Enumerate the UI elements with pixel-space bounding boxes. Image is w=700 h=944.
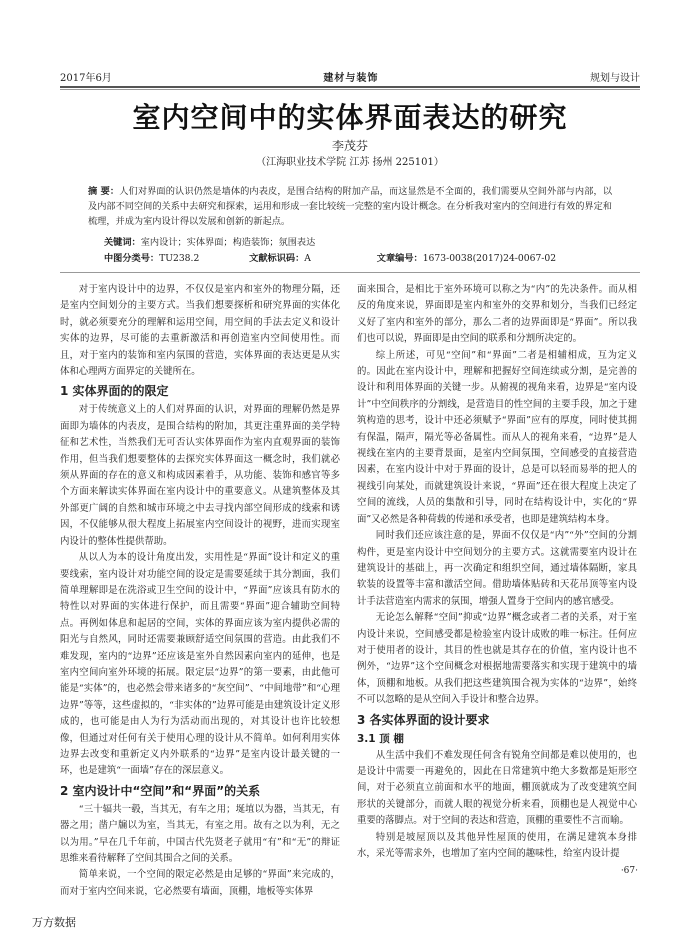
- paragraph: 同时我们还应该注意的是，界面不仅仅是“内”“外”空间的分割构件，更是室内设计中空间划分的主要方式。这就需要室内设计在建筑设计的基础上，再一次确定和组织空间，通过墙体隔断，家具软装的设置等丰富和激活空间。借助墙体贴砖和天花吊顶等室内设计手法营造室内需求的氛围，增强人置身于空间内的感官感受。: [357, 530, 637, 607]
- magazine-name: 建材与装饰: [323, 72, 379, 84]
- paragraph: 特别是坡屋顶以及其他异性屋顶的使用，在满足建筑本身排水，采光等需求外，也增加了室内空间的趣味性，给室内设计提: [357, 831, 637, 859]
- watermark-brand: 万方数据: [32, 916, 76, 929]
- author-affiliation: （江海职业技术学院 江苏 扬州 225101）: [256, 157, 444, 168]
- doc-code-value: A: [304, 253, 311, 264]
- issue-date: 2017年6月: [60, 72, 112, 84]
- section-name: 规划与设计: [590, 72, 640, 84]
- subsection-heading-3-1: 3.1 顶 棚: [357, 732, 404, 745]
- abstract: [88, 184, 612, 229]
- header-rule-thin: [60, 89, 640, 90]
- page-number: ·67·: [620, 866, 638, 876]
- keywords-text: 室内设计；实体界面；构造装饰；氛围表达: [140, 237, 316, 248]
- paragraph: 无论怎么解释“空间”抑或“边界”概念或者二者的关系，对于室内设计来说，空间感受都是检验室内设计成败的唯一标注。任何应对于使用者的设计，其目的性也就是其存在的价值，室内设计也不例外，“边界”这个空间概念对根据地需要落实和实现于建筑中的墙体，顶棚和地板。从我们把这些建筑围合视为实体的“边界”，始终不可以忽略的是从空间入手设计和整合边界。: [357, 612, 637, 706]
- section-heading-2: 2 室内设计中“空间”和“界面”的关系: [60, 783, 261, 798]
- article-title: 室内空间中的实体界面表达的研究: [132, 101, 568, 134]
- section-heading-1: 1 实体界面的的限定: [60, 384, 169, 399]
- section-heading-3: 3 各实体界面的设计要求: [357, 712, 490, 727]
- abstract-text: 人们对界面的认识仍然是墙体的内表皮，是围合结构的附加产品，而这显然是不全面的，我们需要从空间外部与内部，以及内部不同空间的关系中去研究和探索，运用和形成一套比较统一完整的室内设计概念。在分析我对室内的空间进行有效的界定和梳理，并成为室内设计得以发展和创新的新起点。: [88, 186, 613, 227]
- paragraph-continued: 面来围合，是相比于室外环境可以称之为“内”的先决条件。而从相反的角度来说，界面即是室内和室外的交界和划分，当我们已经定义好了室内和室外的部分，那么二者的边界面即是“界面”。所以我们也可以说，界面即是由空间的联系和分割所决定的。: [357, 284, 637, 345]
- paragraph: 简单来说，一个空间的限定必然是由足够的“界面”来完成的，而对于室内空间来说，它必然要有墙面，顶棚，地板等实体界: [60, 869, 340, 897]
- right-column: [357, 282, 637, 862]
- page-header: [60, 68, 640, 84]
- paragraph: 从以人为本的设计角度出发，实用性是“界面”设计和定义的重要线索，室内设计对功能空间的设定是需要延续于其分割面，我们简单理解即是在洗浴或卫生空间的设计中，“界面”应该具有防水的特性以对界面的实体进行保护，而且需要“界面”迎合辅助空间特点。再例如体息和起居的空间，实体的界面应该为室内提供必需的阳光与自然风，同时还需要兼顾舒适空间氛围的营造。由此我们不难发现，室内的“边界”还应该是室外自然因素向室内的延伸，也是室内空间向室外环境的拓展。限定层“边界”的第一要素，由此他可能是“实体”的，也必然会带来诸多的“灰空间”、“中间地带”和“心理边界”等等，这些虚拟的，“非实体的”边界可能是由建筑设计定义形成的，也可能是由人为行为活动而出现的，对其设计也许比较想像，但通过对任何有关于使用心理的设计从不简单。如何利用实体边界去改变和重新定义内外联系的“边界”是室内设计最关键的一环，也是建筑“一面墙”存在的深层意义。: [60, 552, 340, 777]
- paragraph: 对于室内设计中的边界，不仅仅是室内和室外的物理分隔，还是室内空间划分的主要方式。当我们想要探析和研究界面的实体化时，就必须要充分的理解和运用空间，用空间的手法去定义和设计实体的边界，尽可能的去重新激活和再创造室内空间使用性。而且，对于室内的装饰和室内氛围的营造，实体界面的表达更是从实体和心理两方面界定的关键所在。: [60, 284, 340, 378]
- left-column: [60, 282, 340, 900]
- abstract-label: 摘 要：: [88, 186, 120, 197]
- clc-label: 中图分类号：: [104, 253, 160, 264]
- paragraph: 从生活中我们不难发现任何含有锐角空间都是难以使用的，也是设计中需要一再避免的，因此在日常建筑中绝大多数都是矩形空间，对于必须直立前面和水平的地面，棚顶就成为了改变建筑空间形状的关键部分，而就人眼的视觉分析来看，顶棚也是人视觉中心重要的落脚点。对于空间的表达和营造，顶棚的重要性不言而喻。: [357, 749, 637, 827]
- abstract-rule: [60, 272, 640, 273]
- keywords: [104, 235, 612, 250]
- paragraph: “三十辐共一毂，当其无，有车之用；埏埴以为器，当其无，有器之用；凿户牖以为室，当其无，有室之用。故有之以为利，无之以为用。”早在几千年前，中国古代先贤老子就用“有”和“无”的辩证思维来看待解释了空间其围合之间的关系。: [60, 803, 340, 864]
- author-name: 李茂芬: [331, 139, 368, 153]
- paragraph: 综上所述，可见“空间”和“界面”二者是相辅相成，互为定义的。因此在室内设计中，理解和把握好空间连续或分割，是完善的设计和利用体界面的关键一步。从俯视的视角来看，边界是“室内设计”中空间秩序的分割线，是营造目的性空间的主要手段，加之于建筑构造的思考，设计中还必须赋予“界面”应有的厚度，同时使其拥有保温，隔声，隔光等必备属性。而从人的视角来看，“边界”是人视线在室内的主要背景面，是室内空间氛围，空间感受的直接营造因素，在室内设计中对于界面的设计，总是可以轻而易举的把人的视线引向某处，而就建筑设计来说，“界面”还在很大程度上决定了空间的流线，人员的集散和引导，同时在结构设计中，实化的“界面”又必然是各种荷载的传递和承受者，也即是建筑结构本身。: [357, 349, 637, 525]
- clc-value: TU238.2: [159, 253, 200, 264]
- header-rule: [60, 86, 640, 88]
- article-no-label: 文章编号：: [376, 253, 423, 264]
- doc-code-label: 文献标识码：: [249, 253, 305, 264]
- classification-line: [104, 251, 612, 266]
- paragraph: 对于传统意义上的人们对界面的认识，对界面的理解仍然是界面即为墙体的内表皮，是围合结构的附加，其更注重界面的美学特征和艺术性，当然我们无可否认实体界面作为室内直观界面的装饰作用，但当我们想要整体的去探究实体界面这一概念时，我们就必须从界面的存在的意义和构成因素着手，从功能、装饰和感官等多个方面来解读实体界面在室内设计中的重要意义。从建筑整体及其外部更广阔的自然和城市环境之中去寻找内部空间形成的线索和诱因，不仅能够从很大程度上拓展室内空间设计的视野，进而实现室内设计的整体性提供帮助。: [60, 404, 340, 547]
- article-no-value: 1673-0038(2017)24-0067-02: [422, 253, 557, 264]
- keywords-label: 关键词：: [104, 237, 141, 248]
